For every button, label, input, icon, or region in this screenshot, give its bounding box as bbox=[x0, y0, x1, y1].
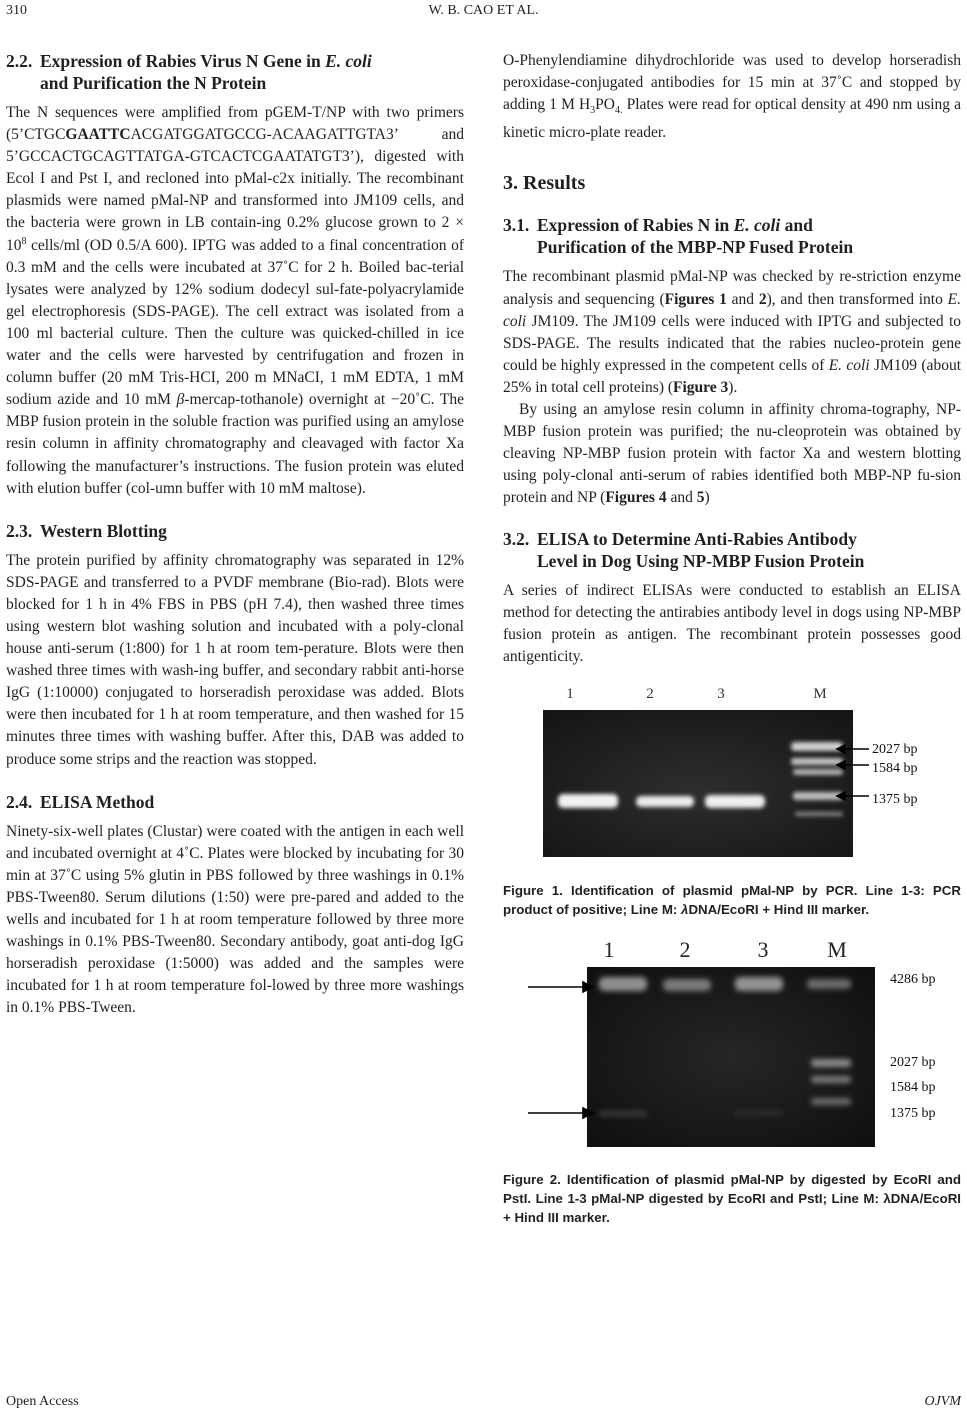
body-text: The N sequences were amplified from pGEM-T/NP with two primers (5’CTGC bbox=[6, 104, 464, 144]
figure-ref: Figure 3 bbox=[673, 378, 729, 396]
body-text: JM109 (about 25% in total cell proteins) ( bbox=[503, 356, 961, 396]
section-number: 2.3. bbox=[6, 520, 33, 541]
lane-label: 1 bbox=[603, 936, 615, 962]
figure-ref: 5 bbox=[696, 489, 705, 507]
body-italic: E. coli bbox=[828, 356, 870, 374]
section-3-1-paragraph-2 bbox=[503, 399, 961, 509]
caption-italic: λ bbox=[681, 901, 689, 917]
heading-text: Expression of Rabies N in bbox=[537, 215, 734, 236]
section-2-2-heading bbox=[6, 50, 464, 94]
body-bold: GAATTC bbox=[65, 126, 131, 144]
body-text: O-Phenylendiamine dihydrochloride was used to develop horseradish peroxidase-conjugated antibodies for 15 min at 37˚C and stopped by adding 1 M H bbox=[503, 52, 961, 114]
heading-text: Western Blotting bbox=[40, 520, 167, 541]
section-3-1-paragraph-1 bbox=[503, 266, 961, 399]
footer-journal: OJVM bbox=[924, 1394, 961, 1409]
figure-ref: Figures 1 bbox=[664, 290, 727, 308]
heading-text: ELISA to Determine Anti-Rabies Antibody bbox=[537, 528, 857, 549]
body-text: ) bbox=[704, 489, 710, 507]
section-number: 2.2. bbox=[6, 51, 33, 71]
figure-ref: 2 bbox=[758, 290, 767, 308]
body-text: and bbox=[726, 290, 759, 308]
side-arrows bbox=[528, 982, 593, 1118]
body-text: The recombinant plasmid pMal-NP was checked by re-striction enzyme analysis and sequencing ( bbox=[503, 268, 961, 308]
heading-text: Expression of Rabies Virus N Gene in bbox=[40, 51, 326, 71]
lane-label: M bbox=[813, 685, 827, 702]
lane-label: 2 bbox=[679, 936, 691, 962]
page-header bbox=[0, 0, 967, 30]
figure-1 bbox=[503, 682, 961, 919]
heading-line2: Purification of the MBP-NP Fused Protein bbox=[537, 237, 854, 258]
marker-label: 1375 bp bbox=[872, 791, 918, 807]
figure-1-gel-image bbox=[503, 682, 961, 864]
subscript: 4. bbox=[615, 105, 623, 117]
section-number: 2.4. bbox=[6, 791, 33, 812]
figure-1-caption bbox=[503, 881, 961, 919]
opd-paragraph bbox=[503, 50, 961, 144]
gel-background bbox=[543, 710, 853, 857]
marker-label: 1584 bp bbox=[872, 760, 918, 776]
figure-ref: Figures 4 bbox=[605, 489, 667, 507]
subscript: 3 bbox=[590, 105, 596, 117]
gel-background bbox=[587, 967, 875, 1147]
section-3-heading: 3. Results bbox=[503, 172, 586, 195]
marker-label: 4286 bp bbox=[890, 971, 936, 987]
section-2-3-body: The protein purified by affinity chromatography was separated in 12% SDS-PAGE and transferred to a PVDF membrane (Bio-rad). Blots were blocked for 1 h in 4% FBS in PBS (pH 7.4), then washed three times using western blot washing solution and incubated with a poly-clonal house anti-serum (1:800) for 1 h at room tem-perature. Blots were then washed three times with wash-ing buffer, and secondary rabbit anti-horse IgG (1:10000) conjugated to horseradish peroxidase was added. Blots were then incubated for 1 h at room temperature, and then washed for 15 minutes three times with washing buffer. After this, DAB was added to produce some strips and the reaction was stopped. bbox=[6, 551, 464, 768]
body-text: ), and then transformed into bbox=[766, 290, 948, 308]
marker-label: 2027 bp bbox=[890, 1054, 936, 1070]
heading-line2: Level in Dog Using NP-MBP Fusion Protein bbox=[537, 550, 865, 571]
page-number: 310 bbox=[6, 3, 27, 18]
caption-text: Figure 1. Identification of plasmid pMal-NP by PCR. Line 1-3: PCR product of positive; Line M: bbox=[503, 882, 961, 917]
section-number: 3.2. bbox=[503, 528, 530, 549]
body-text: PO bbox=[595, 96, 615, 114]
body-italic: E. coli bbox=[503, 290, 962, 330]
lane-label: M bbox=[827, 936, 847, 962]
marker-label: 1375 bp bbox=[890, 1105, 936, 1121]
right-column bbox=[503, 50, 961, 1227]
heading-italic: E. coli bbox=[325, 51, 372, 71]
body-superscript: 8 bbox=[21, 235, 27, 247]
body-italic: β bbox=[176, 391, 185, 409]
heading-text: ELISA Method bbox=[40, 791, 155, 812]
running-title: W. B. CAO ET AL. bbox=[428, 3, 539, 18]
body-text: By using an amylose resin column in affinity chroma-tography, NP-MBP fusion protein was purified; the nu-cleoprotein was obtained by cleaving NP-MBP fusion protein with factor Xa and western blotting using poly-clonal anti-serum of rabies identified both MBP-NP fu-sion protein and NP ( bbox=[503, 401, 961, 507]
heading-text: and bbox=[780, 215, 813, 236]
body-text: Plates were read for optical density at 490 nm using a kinetic micro-plate reader. bbox=[503, 96, 961, 142]
figure-2-caption: Figure 2. Identification of plasmid pMal-NP by digested by EcoRI and PstI. Line 1-3 pMal-NP digested by EcoRI and PstI; Line M: λDNA/EcoRI + Hind III marker. bbox=[503, 1171, 961, 1225]
heading-italic: E. coli bbox=[733, 215, 781, 236]
marker-label: 1584 bp bbox=[890, 1079, 936, 1095]
section-3-1-heading bbox=[503, 214, 961, 258]
body-text: -mercap-tothanole) overnight at −20˚C. The MBP fusion protein in the soluble fraction was purified using an amylose resin column in affinity chromatography and cleavaged with factor Xa following the manufacturer’s instructions. The fusion protein was eluted with elution buffer (col-umn buffer with 10 mM maltose). bbox=[6, 391, 465, 497]
lane-label: 1 bbox=[566, 685, 574, 702]
section-2-4-body: Ninety-six-well plates (Clustar) were coated with the antigen in each well and incubated overnight at 4˚C. Plates were blocked by incubating for 30 min at 37˚C using 5% glutin in PBS followed by three washings in 0.1% PBS-Tween80. Serum dilutions (1:50) were pre-pared and added to the wells and incubated for 1 h at room temperature followed by three more washings in 0.1% PBS-Tween80. Secondary antibody, goat anti-dog IgG horseradish peroxidase (1:5000) was added and the samples were incubated for 1 h at room temperature fol-lowed by three more washings in 0.1% PBS-Tween. bbox=[6, 822, 464, 1017]
section-2-4-heading bbox=[6, 791, 464, 813]
section-3-2-heading bbox=[503, 528, 961, 572]
footer-open-access: Open Access bbox=[6, 1394, 79, 1409]
section-number: 3.1. bbox=[503, 215, 530, 236]
figure-2-gel-image bbox=[503, 933, 961, 1151]
body-text: ). bbox=[728, 378, 738, 396]
body-text: ACGATGGATGCCG-ACAAGATTGTA3’ and 5’GCCACTGCAGTTATGA-GTCACTCGAATATGT3’), digested with Ecol I and Pst I, and recloned into pMal-c2x initially. The recombinant plasmids were named pMal-NP and transformed into JM109 cells, and the bacteria were grown in LB contain-ing 0.2% glucose grown to 2 × 10 bbox=[6, 126, 464, 254]
section-2-3-heading bbox=[6, 520, 464, 542]
section-3-2-body: A series of indirect ELISAs were conducted to establish an ELISA method for detecting the antirabies antibody level in dogs using NP-MBP fusion protein as antigen. The recombinant protein possesses good antigenticity. bbox=[503, 581, 961, 665]
left-column bbox=[6, 50, 464, 1019]
body-text: JM109. The JM109 cells were induced with IPTG and subjected to SDS-PAGE. The results indicated that the rabies nucleo-protein gene could be highly expressed in the competent cells of bbox=[503, 312, 961, 374]
figure-2 bbox=[503, 933, 961, 1227]
lane-label: 2 bbox=[646, 685, 654, 702]
body-text: and bbox=[666, 489, 697, 507]
body-text: cells/ml (OD 0.5/A 600). IPTG was added to a final concentration of 0.3 mM and the cells were incubated at 37˚C for 2 h. Boiled bac-terial lysates were analyzed by 12% sodium dodecyl sul-fate-polyacrylamide gel electrophoresis (SDS-PAGE). The cell extract was isolated from a 100 ml bacterial culture. Then the culture was quicked-chilled in ice water and the cells were harvested by centrifugation and frozen in column buffer (20 mM Tris-HCI, 200 m MNaCI, 1 mM EDTA, 1 mM sodium azide and 10 mM bbox=[6, 236, 464, 409]
lane-label: 3 bbox=[717, 685, 725, 702]
marker-label: 2027 bp bbox=[872, 741, 918, 757]
caption-text: DNA/EcoRI + Hind III marker. bbox=[688, 901, 870, 917]
section-2-2-body bbox=[6, 102, 464, 500]
heading-line2: and Purification the N Protein bbox=[40, 73, 267, 93]
lane-label: 3 bbox=[757, 936, 769, 962]
